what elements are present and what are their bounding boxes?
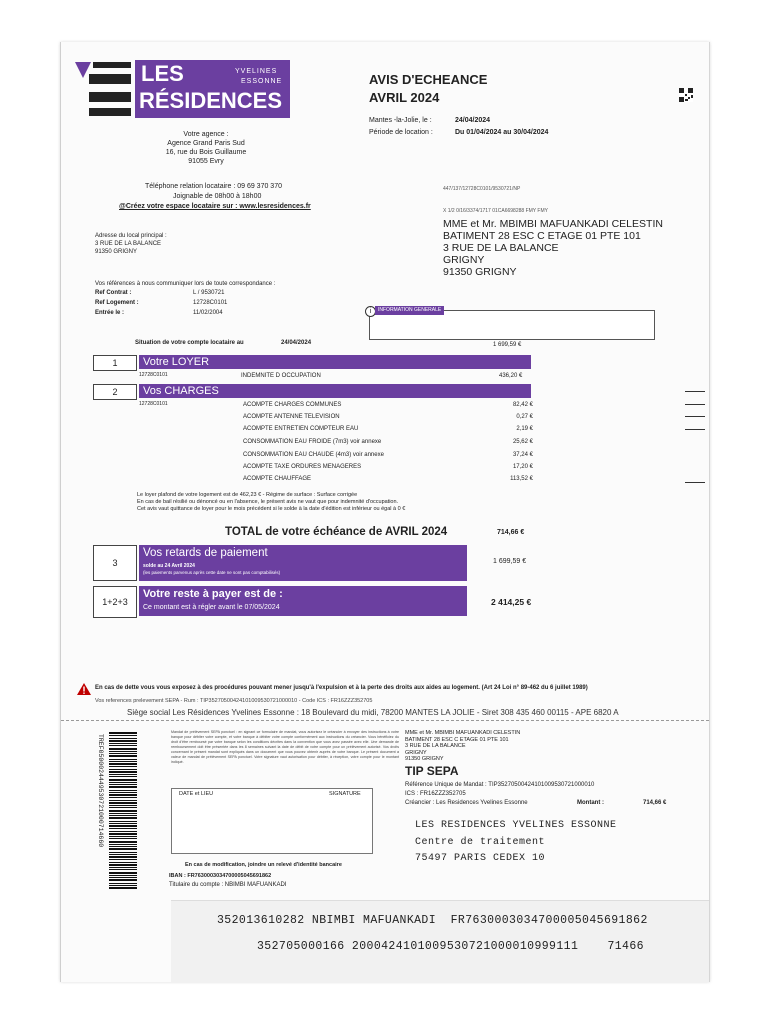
recipient-line-2: BATIMENT 28 ESC C ETAGE 01 PTE 101 xyxy=(443,230,641,242)
agency-line-3: 16, rue du Bois Guillaume xyxy=(165,149,247,156)
ref-entree-label: Entrée le : xyxy=(95,310,125,316)
agency-line-2: Agence Grand Paris Sud xyxy=(167,140,245,147)
info-icon: i xyxy=(365,306,376,317)
logo-residences: RÉSIDENCES xyxy=(139,88,283,113)
warning-icon xyxy=(77,683,91,695)
ref-contrat: L / 9530721 xyxy=(193,290,225,296)
tip-creancier: Créancier : Les Residences Yvelines Essonne xyxy=(405,800,528,806)
dest-line-2: Centre de traitement xyxy=(415,837,546,848)
recipient-address xyxy=(443,218,663,278)
charge-amount: 113,52 € xyxy=(510,476,533,482)
tip-montant: 714,66 € xyxy=(643,800,667,806)
reste-title: Votre reste à payer est de : xyxy=(143,588,283,600)
charge-amount: 17,20 € xyxy=(512,464,533,470)
loyer-number: 1 xyxy=(112,358,118,368)
charges-number: 2 xyxy=(112,387,118,397)
total-label: TOTAL de votre échéance de AVRIL 2024 xyxy=(225,526,448,538)
modif-note: En cas de modification, joindre un relevé d'identité bancaire xyxy=(185,862,342,868)
charge-row xyxy=(243,424,543,434)
agency-line-1: Votre agence : xyxy=(183,131,229,138)
recipient-line-5: 91350 GRIGNY xyxy=(443,266,517,278)
situation-date: 24/04/2024 xyxy=(281,340,312,346)
ref-logement-label: Ref Logement : xyxy=(95,300,139,306)
retards-number: 3 xyxy=(112,558,118,568)
ocr-line-2: 352705000166 2000424101009530721000010999111 71466 xyxy=(257,940,644,953)
loyer-label: INDEMNITE D OCCUPATION xyxy=(241,373,321,379)
charge-row xyxy=(243,412,543,422)
charge-amount: 0,27 € xyxy=(516,414,533,420)
titulaire: Titulaire du compte : NBIMBI MAFUANKADI xyxy=(169,882,287,888)
mandate-text: Mandat de prélèvement SEPA ponctuel : en signant ce formulaire de mandat, vous autorisez le créancier à envoyer des instructions à votre banque pour débiter votre compte, et votre banque à débiter votre compte conformément aux instructions du créancier. Vous bénéficiez du droit d'être remboursé par votre banque selon les conditions décrites dans la convention que vous avez passée avec elle. Une demande de remboursement doit être présentée dans les 8 semaines suivant la date de débit de votre compte pour un prélèvement autorisé. Vos droits concernant le présent mandat sont expliqués dans un document que vous pouvez obtenir auprès de votre banque. Le présent document a valeur de mandat de prélèvement SEPA ponctuel. Votre signature vaut autorisation pour débiter, à réception, votre compte pour le montant indiqué. xyxy=(171,730,399,764)
tip-addr-line-3: 3 RUE DE LA BALANCE xyxy=(405,743,466,749)
tip-addr-line-2: BATIMENT 28 ESC C ETAGE 01 PTE 101 xyxy=(405,736,509,743)
warning-text: En cas de dette vous vous exposez à des procédures pouvant mener jusqu'à l'expulsion et à la perte des droits aux aides au logement. (Art 24 Loi n° 89-462 du 6 juillet 1989) xyxy=(95,685,588,691)
recipient-line-4: GRIGNY xyxy=(443,254,485,266)
margin-mark xyxy=(685,429,705,430)
charge-amount: 2,19 € xyxy=(516,426,533,432)
info-title: INFORMATION GENERALE xyxy=(375,306,444,315)
charges-title: Vos CHARGES xyxy=(139,384,531,398)
loyer-number-box xyxy=(93,355,137,371)
charge-row xyxy=(243,450,543,460)
retards-number-box xyxy=(93,545,137,581)
notes xyxy=(137,492,557,513)
charge-row xyxy=(243,474,543,484)
tip-addr-line-4: GRIGNY xyxy=(405,749,427,756)
loyer-ref: 12728C0101 xyxy=(139,372,168,378)
charges-number-box xyxy=(93,384,137,400)
ref-entree: 11/02/2004 xyxy=(193,310,223,316)
loyer-title: Votre LOYER xyxy=(139,355,531,369)
ocr-line-1: 352013610282 NBIMBI MAFUANKADI FR7630003034700005045691862 xyxy=(217,914,648,927)
charge-amount: 37,24 € xyxy=(512,452,533,458)
charge-label: ACOMPTE TAXE ORDURES MENAGERES xyxy=(243,464,362,470)
margin-mark xyxy=(685,416,705,417)
agency-phone: Téléphone relation locataire : 09 69 370 370 xyxy=(145,183,282,190)
logo xyxy=(75,60,290,118)
code-2: X 1/2 0/16/3374/1717 01CA6698288 FMY FMY xyxy=(443,208,548,214)
tip-ics: ICS : FR16ZZZ352705 xyxy=(405,791,466,797)
logo-mark-icon xyxy=(75,60,133,118)
tear-line xyxy=(61,720,709,721)
tip-address xyxy=(405,730,520,763)
margin-mark xyxy=(685,404,705,405)
signature-label: SIGNATURE xyxy=(329,791,361,797)
recipient-line-3: 3 RUE DE LA BALANCE xyxy=(443,242,559,254)
margin-mark xyxy=(685,391,705,392)
tip-addr-line-5: 91350 GRIGNY xyxy=(405,756,444,762)
sepa-refs: Vos references prelevement SEPA - Rum : TIP35270500424101009530721000010 - Code ICS : FR16ZZZ352705 xyxy=(95,698,373,704)
doc-title: AVIS D'ECHEANCE xyxy=(369,72,488,87)
reste-number: 1+2+3 xyxy=(102,597,128,607)
side-code: TREF0500024449530721000714660 xyxy=(97,734,104,848)
agency-hours: Joignable de 08h00 à 18h00 xyxy=(173,193,262,200)
doc-period-value: Du 01/04/2024 au 30/04/2024 xyxy=(455,129,549,136)
situation-amount: 1 699,59 € xyxy=(493,342,522,348)
tip-montant-label: Montant : xyxy=(577,800,604,806)
refs-intro: Vos références à nous communiquer lors de toute correspondance : xyxy=(95,281,276,287)
agency-line-4: 91055 Evry xyxy=(188,158,224,165)
qr-code-icon xyxy=(679,88,693,102)
logo-region-1: YVELINES xyxy=(235,68,278,75)
tip-addr-line-1: MME et Mr. MBIMBI MAFUANKADI CELESTIN xyxy=(405,730,521,736)
signature-box[interactable] xyxy=(171,788,373,854)
charge-label: ACOMPTE ENTRETIEN COMPTEUR EAU xyxy=(243,426,359,432)
date-label: DATE et LIEU xyxy=(179,791,214,797)
doc-month: AVRIL 2024 xyxy=(369,90,440,105)
reste-amount: 2 414,25 € xyxy=(491,597,532,607)
charge-amount: 82,42 € xyxy=(512,402,533,408)
charge-label: ACOMPTE CHAUFFAGE xyxy=(243,476,312,482)
logo-region-2: ESSONNE xyxy=(241,78,283,85)
local-line-2: 3 RUE DE LA BALANCE xyxy=(95,241,162,247)
charge-label: CONSOMMATION EAU CHAUDE (4m3) voir annexe xyxy=(243,452,384,458)
tip-rum: Référence Unique de Mandat : TIP35270500424101009530721000010 xyxy=(405,782,595,788)
total-amount: 714,66 € xyxy=(497,529,525,536)
logo-les: LES xyxy=(141,61,184,86)
retards-title: Vos retards de paiement xyxy=(143,547,268,559)
charge-amount: 25,62 € xyxy=(512,439,533,445)
dest-line-3: 75497 PARIS CEDEX 10 xyxy=(415,853,546,864)
loyer-amount: 436,20 € xyxy=(499,373,523,379)
barcode-icon xyxy=(109,732,137,890)
charge-label: ACOMPTE ANTENNE TELEVISION xyxy=(243,414,340,420)
iban: IBAN : FR7630003034700005045691862 xyxy=(169,873,272,879)
charge-label: CONSOMMATION EAU FROIDE (7m3) voir annexe xyxy=(243,439,382,445)
recipient-line-1: MME et Mr. MBIMBI MAFUANKADI CELESTIN xyxy=(443,218,663,230)
note-3: Cet avis vaut quittance de loyer pour le mois précédent si le solde à la date d'édition est inférieur ou égal à 0 € xyxy=(137,506,406,512)
agency-web-link[interactable]: @Créez votre espace locataire sur : www.lesresidences.fr xyxy=(119,203,311,210)
charge-row xyxy=(243,462,543,472)
reste-sub: Ce montant est à régler avant le 07/05/2024 xyxy=(143,604,280,611)
agency-block xyxy=(141,130,271,166)
charges-ref: 12728C0101 xyxy=(139,401,168,407)
tip-title: TIP SEPA xyxy=(405,764,459,778)
local-line-3: 91350 GRIGNY xyxy=(95,249,138,255)
code-1: 447/137/12728C0101/9530721/NP xyxy=(443,186,521,192)
doc-period-label: Période de location : xyxy=(369,129,433,136)
retards-amount: 1 699,59 € xyxy=(493,558,527,565)
margin-mark xyxy=(685,482,705,483)
ref-logement: 12728C0101 xyxy=(193,300,228,306)
doc-place-date: 24/04/2024 xyxy=(455,117,491,124)
local-line-1: Adresse du local principal : xyxy=(95,233,167,239)
retards-sub-2: (les paiements parvenus après cette date ne sont pas comptabilisés) xyxy=(143,570,281,575)
retards-sub: solde au 24 Avril 2024 xyxy=(143,563,195,569)
charge-row xyxy=(243,437,543,447)
siege-social: Siège social Les Résidences Yvelines Essonne : 18 Boulevard du midi, 78200 MANTES LA JOLIE - Siret 308 435 460 00115 - APE 6820 A xyxy=(127,708,619,717)
charge-label: ACOMPTE CHARGES COMMUNES xyxy=(243,402,342,408)
note-2: En cas de bail résilié ou dénoncé ou en l'absence, le présent avis ne vaut que pour indemnité d'occupation. xyxy=(137,499,399,505)
charge-row xyxy=(243,400,543,410)
reste-number-box xyxy=(93,586,137,618)
doc-place-label: Mantes -la-Jolie, le : xyxy=(369,117,432,124)
document-page xyxy=(60,42,710,982)
ref-contrat-label: Ref Contrat : xyxy=(95,290,132,296)
local-address xyxy=(95,232,167,256)
note-1: Le loyer plafond de votre logement est de 462,23 € - Régime de surface : Surface corrigée xyxy=(137,492,358,498)
dest-line-1: LES RESIDENCES YVELINES ESSONNE xyxy=(415,820,617,831)
situation-label: Situation de votre compte locataire au xyxy=(135,340,244,346)
